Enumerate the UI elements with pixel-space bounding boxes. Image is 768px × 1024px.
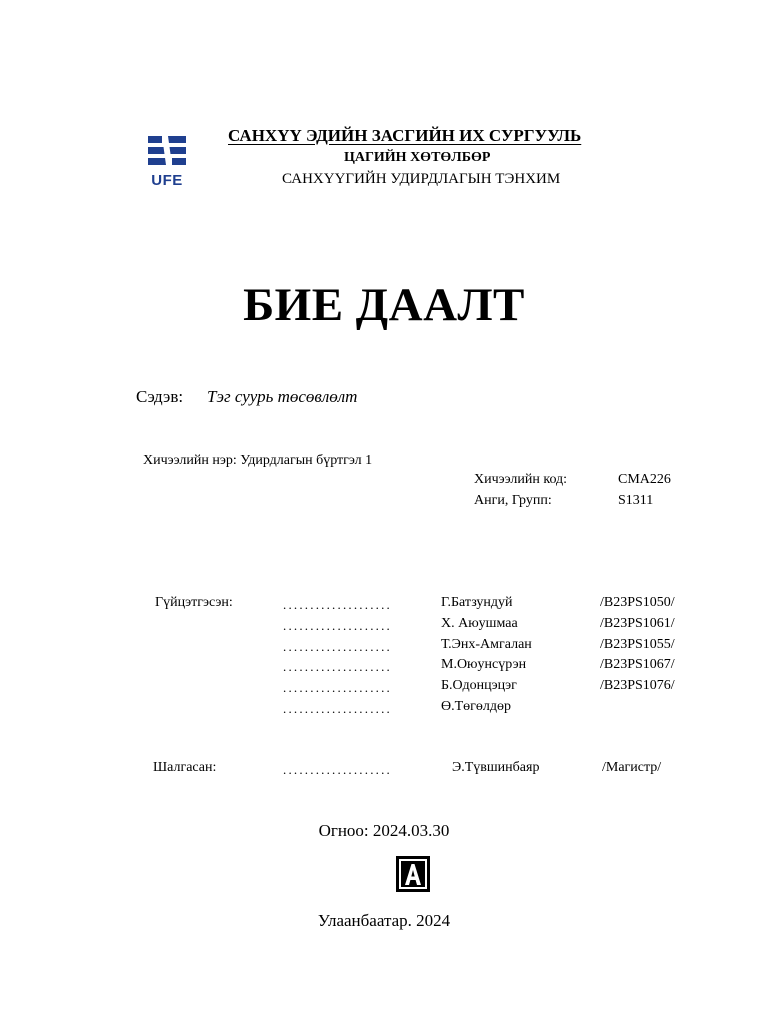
signature-dots: .................... [283,701,392,716]
document-title: БИЕ ДААЛТ [243,279,525,331]
student-id: /B23PS1067/ [600,657,675,672]
course-name: Хичээлийн нэр: Удирдлагын бүртгэл 1 [143,453,373,468]
course-code-value: CMA226 [618,472,671,487]
checker-signature-dots: .................... [283,762,392,777]
stamp-a-icon [396,856,430,892]
date: Огноо: 2024.03.30 [318,821,450,840]
performed-label: Гүйцэтгэсэн: [155,595,233,610]
checked-label: Шалгасан: [153,760,217,775]
student-name: Х. Аюушмаа [441,616,518,631]
signature-dots: .................... [283,639,392,654]
signature-dots: .................... [283,680,392,695]
student-id: /B23PS1061/ [600,616,675,631]
group-label: Анги, Групп: [474,493,552,508]
student-name: Ө.Төгөлдөр [441,699,512,714]
student-id: /B23PS1050/ [600,595,675,610]
university-name: САНХҮҮ ЭДИЙН ЗАСГИЙН ИХ СУРГУУЛЬ [228,126,582,145]
signature-dots: .................... [283,659,392,674]
student-name: Г.Батзундуй [441,595,513,610]
group-value: S1311 [618,493,654,508]
topic-label: Сэдэв: [136,387,184,406]
student-id: /B23PS1055/ [600,637,675,652]
logo-text: UFE [151,172,183,189]
student-id: /B23PS1076/ [600,678,675,693]
student-name: Т.Энх-Амгалан [441,637,532,652]
place-and-year: Улаанбаатар. 2024 [317,911,451,930]
program-name: ЦАГИЙН ХӨТӨЛБӨР [344,150,491,165]
ufe-logo [146,134,188,190]
checker-name: Э.Түвшинбаяр [452,760,540,775]
checker-degree: /Магистр/ [602,760,662,775]
department-name: САНХҮҮГИЙН УДИРДЛАГЫН ТЭНХИМ [282,171,561,187]
student-name: Б.Одонцэцэг [441,678,517,693]
student-name: М.Оюунсүрэн [441,657,527,672]
ufe-logo-mark-icon [146,134,188,172]
course-code-label: Хичээлийн код: [474,472,568,487]
signature-dots: .................... [283,618,392,633]
topic-value: Тэг суурь төсөвлөлт [207,387,358,406]
signature-dots: .................... [283,597,392,612]
